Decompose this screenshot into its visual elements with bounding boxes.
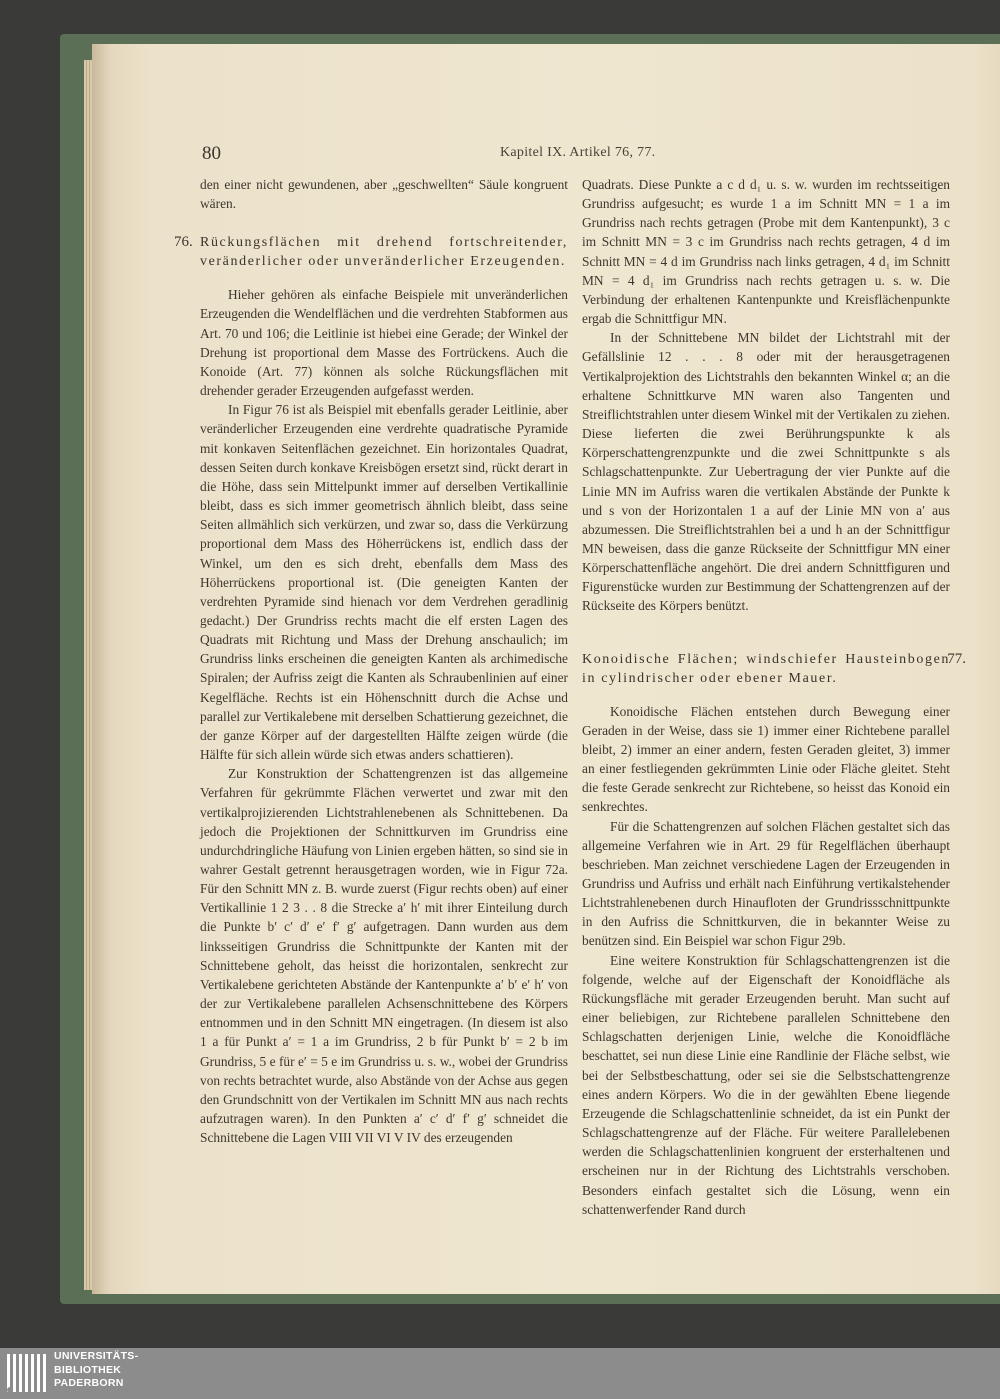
paragraph: Hieher gehören als einfache Beispiele mit unveränderlichen Erzeugenden die Wendelflächen und die verdrehten Stabformen aus Art. 70 und 106; die Leitlinie ist hiebei eine Gerade; der Winkel der Drehung ist proportional dem Masse des Fortrückens. Auch die Konoide (Art. 77) können als solche Rückungsflächen mit drehender gerader Erzeugenden aufgefasst werden. [200, 287, 568, 399]
page-number: 80 [202, 143, 221, 164]
paragraph: Für die Schattengrenzen auf solchen Flächen gestaltet sich das allgemeine Verfahren wie in Art. 29 für Regelflächen überhaupt beschrieben. Man zeichnet verschiedene Lagen der Erzeugenden in Grundriss und Aufriss und erhält nach Einführung vertikalstehender Lichtstrahlenebenen durch Hinaufloten der Grundrissschnittpunkte in den Aufriss die Schnittkurven, die in bekannter Weise zu benützen sind. Ein Beispiel war schon Figur 29b. [582, 818, 950, 949]
section-title: Konoidische Flächen; windschiefer Hausteinbogen in cylindrischer oder ebener Mauer. [582, 651, 950, 686]
left-column [174, 175, 568, 1147]
paragraph: In der Schnittebene MN bildet der Lichtstrahl mit der Gefällslinie 12 . . . 8 oder mit der herausgetragenen Vertikalprojektion des Lichtstrahls den bekannten Winkel α; an die erhaltene Schnittkurve MN waren also Tangenten und Streiflichtstrahlen unter diesem Winkel mit der Vertikalen zu ziehen. Diese lieferten die zwei Berührungspunkte k als Körperschattengrenzpunkte und die zwei Schnittpunkte s als Schlagschattenpunkte. Zur Uebertragung der vier Punkte auf die Linie MN im Aufriss waren die vertikalen Abstände der Punkte k und s von der Horizontalen 1 a auf der Linie MN von a′ aus abzumessen. Die Streiflichtstrahlen bei a und h an der Schnittfigur MN beweisen, dass die ganze Rückseite der Schnittfigur MN einer Körperschattenfläche angehört. Die drei andern Schnittfiguren und Figurenstücke wurden zur Bestimmung der Schattengrenzen auf der Rückseite des Körpers benützt. [582, 330, 950, 614]
paragraph: In Figur 76 ist als Beispiel mit ebenfalls gerader Leitlinie, aber veränderlicher Erzeugenden eine verdrehte quadratische Pyramide mit konkaven Seitenflächen gezeichnet. Ein horizontales Quadrat, dessen Seiten durch konkave Kreisbögen ersetzt sind, rückt derart in die Höhe, dass sein Mittelpunkt immer auf derselben Vertikallinie bleibt, dass es sich immer geometrisch ähnlich bleibt, dass seine Seiten allmählich sich verkürzen, und zwar so, dass die Verkürzung proportional dem Mass des Höherrückens ist, endlich dass der Winkel, um den es sich dreht, ebenfalls dem Mass des Höherrückens proportional ist. (Die geneigten Kanten der verdrehten Pyramide sind hienach vor dem Verdrehen geradlinig gedacht.) Der Grundriss rechts macht die elf ersten Lagen des Quadrats mit Richtung und Mass der Drehung anschaulich; im Grundriss links erscheinen die geneigten Kanten als archimedische Spiralen; der Aufriss zeigt die Kanten als Schraubenlinien auf einer Kegelfläche. Rechts ist ein Höhenschnitt durch die Achse und parallel zur Vertikalebene mit derselben Schattierung gezeichnet, die der ganze Körper auf der dargestellten Hälfte zeigen würde (die Hälfte für sich allein würde sich etwas anders schattieren). [200, 402, 568, 763]
paragraph: Quadrats. Diese Punkte a c d d₁ u. s. w. wurden im rechtsseitigen Grundriss aufgesucht; es wurde 1 a im Schnitt MN = 1 a im Grundriss nach rechts getragen (Probe mit dem Kantenpunkt), 3 c im Schnitt MN = 3 c im Grundriss nach rechts getragen, 4 d im Schnitt MN = 4 d im Grundriss nach links getragen, 4 d₁ im Schnitt MN = 4 d₁ im Grundriss nach rechts getragen u. s. w. Die Verbindung der erhaltenen Kantenpunkte und Kreisflächenpunkte ergab die Schnittfigur MN. [582, 177, 950, 327]
section-heading-77 [582, 650, 966, 688]
library-name [54, 1350, 138, 1391]
library-footer [0, 1348, 1000, 1399]
section-number: 76. [174, 234, 193, 251]
section-heading-76 [174, 233, 568, 271]
paragraph: Zur Konstruktion der Schattengrenzen ist das allgemeine Verfahren für gekrümmte Flächen verwertet und zwar mit den vertikalprojizierenden Lichtstrahlenebenen als Schnittebenen. Da jedoch die Projektionen der Schnittkurven im Grundriss eine undurchdringliche Häufung von Linien ergeben hätten, so sind sie in wahrer Gestalt getrennt herausgetragen worden, wie in Figur 72a. Für den Schnitt MN z. B. wurde zuerst (Figur rechts oben) auf einer Vertikallinie 1 2 3 . . 8 die Strecke a′ h′ mit ihrer Einteilung durch die Punkte b′ c′ d′ e′ f′ g′ aufgetragen. Dann wurden aus dem linksseitigen Grundriss die Schnittpunkte der Kanten mit der Schnittebene geholt, das heisst die horizontalen, senkrecht zur Vertikalebene gerichteten Abstände der Kantenpunkte a′ b′ e′ h′ von der zur Vertikalebene parallelen Achsenschnittebene des Körpers entnommen und in den Schnitt MN eingetragen. (In diesem ist also 1 a für Punkt a′ = 1 a im Grundriss, 2 b für Punkt b′ = 2 b im Grundriss, 5 e für e′ = 5 e im Grundriss u. s. w., wobei der Grundriss von rechts betrachtet wurde, also Abstände von der Achse aus gegen den Grundschnitt von der Vertikalen im Schnitt MN aus nach rechts aufzutragen waren). In den Punkten a′ c′ d′ f′ g′ schneidet die Schnittebene die Lagen VIII VII VI V IV des erzeugenden [200, 766, 568, 1146]
paragraph: Konoidische Flächen entstehen durch Bewegung einer Geraden in der Weise, dass sie 1) immer einer Richtebene parallel bleibt, 2) immer an einer andern, festen Geraden gleitet, 3) immer an einer festliegenden gekrümmten Linie oder Fläche gleitet. Steht die feste Gerade senkrecht zur Richtebene, so heisst das Konoid ein senkrechtes. [582, 703, 950, 815]
library-logo-icon [4, 1350, 48, 1396]
paragraph: den einer nicht gewundenen, aber „geschwellten“ Säule kongruent wären. [200, 177, 568, 212]
section-number: 77. [947, 650, 966, 667]
right-column [582, 175, 966, 1219]
paragraph: Eine weitere Konstruktion für Schlagschattengrenzen ist die folgende, welche auf der Eigenschaft der Konoidfläche als Rückungsfläche mit gerader Erzeugenden beruht. Man sucht auf einer beliebigen, zur Richtebene parallelen Schnittebene den Schlagschatten derjenigen Linie, welche die Konoidfläche beschattet, sei nun diese Linie eine Randlinie der Fläche selbst, wie bei der Selbstbeschattung, oder sei sie die Selbstschattengrenze eines andern Körpers. Wo die in der gewählten Ebene liegende Erzeugende die Schlagschattenlinie schneidet, da ist ein Punkt der Schlagschattengrenze auf der Fläche. Für weitere Parallelebenen werden die Schlagschattenlinien kongruent der ersterhaltenen und erscheinen nur in der Richtung des Lichtstrahls verschoben. Besonders einfach gestaltet sich die Lösung, wenn ein schattenwerfender Rand durch [582, 952, 950, 1217]
library-name-line: BIBLIOTHEK [54, 1363, 122, 1376]
library-name-line: PADERBORN [54, 1377, 124, 1389]
section-title: Rückungsflächen mit drehend fortschreitender, veränderlicher oder unveränderlicher Erzeugenden. [200, 235, 568, 270]
running-head: Kapitel IX. Artikel 76, 77. [500, 145, 656, 160]
library-name-line: UNIVERSITÄTS- [54, 1350, 139, 1362]
